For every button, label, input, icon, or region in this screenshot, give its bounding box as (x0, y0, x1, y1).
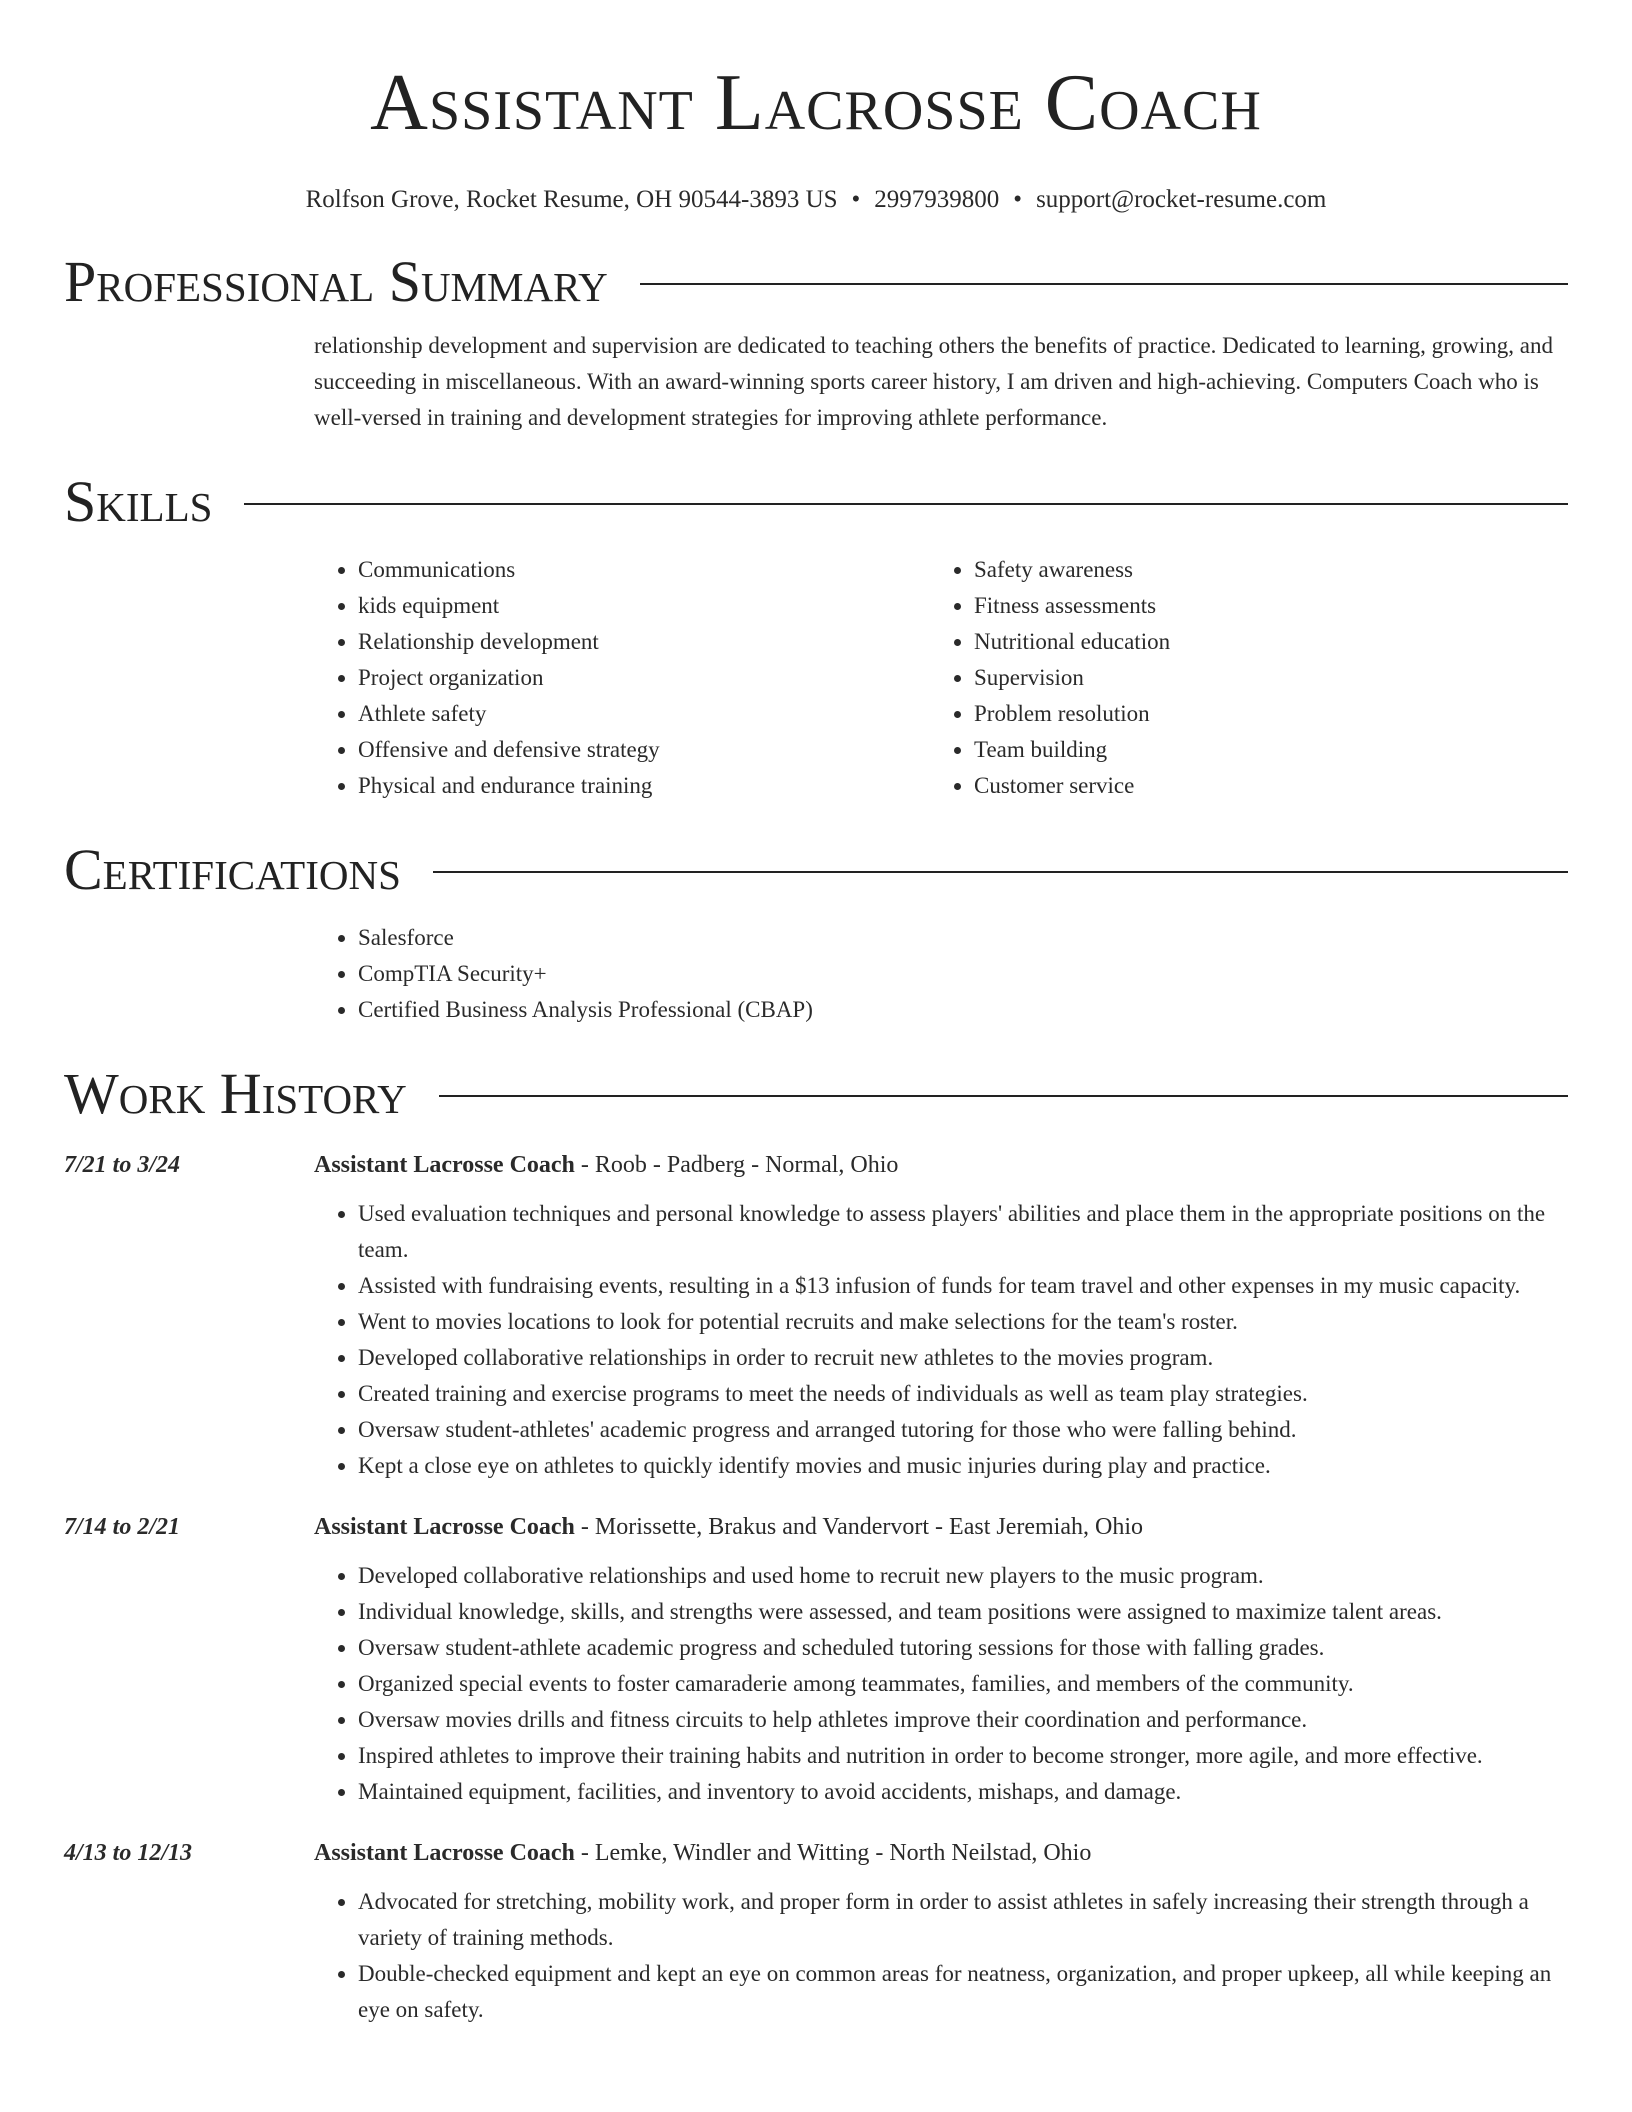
job-title: Assistant Lacrosse Coach (314, 1840, 575, 1866)
job-bullet: • Kept a close eye on athletes to quickly identify movies and music injuries during play and practice. (358, 1448, 1568, 1484)
job-employer-location: - Roob - Padberg - Normal, Ohio (574, 1152, 899, 1178)
job-title: Assistant Lacrosse Coach (314, 1514, 575, 1540)
skills-heading: Skills (64, 469, 213, 534)
job-info (314, 1836, 1091, 1870)
summary-section-header (64, 250, 1568, 314)
contact-line (64, 184, 1568, 216)
job-bullets (314, 1558, 1568, 1810)
work-section-header (64, 1062, 1568, 1126)
skill-item: • Communications (358, 552, 930, 588)
skill-item: • Safety awareness (974, 552, 1546, 588)
skill-item: • Supervision (974, 660, 1546, 696)
skill-item: • Customer service (974, 768, 1546, 804)
job-bullet: • Created training and exercise programs to meet the needs of individuals as well as team play strategies. (358, 1376, 1568, 1412)
job-info (314, 1148, 898, 1182)
job-dates: 4/13 to 12/13 (64, 1840, 193, 1866)
job-entry (64, 1148, 1568, 1484)
contact-phone: 2997939800 (874, 186, 1000, 213)
job-bullet: • Organized special events to foster camaraderie among teammates, families, and members of the community. (358, 1666, 1568, 1702)
job-bullet: • Advocated for stretching, mobility work, and proper form in order to assist athletes in safely increasing their strength through a variety of training methods. (358, 1884, 1568, 1956)
job-employer-location: - Morissette, Brakus and Vandervort - East Jeremiah, Ohio (574, 1514, 1143, 1540)
job-bullet: • Used evaluation techniques and personal knowledge to assess players' abilities and place them in the appropriate positions on the team. (358, 1196, 1568, 1268)
skill-item: • Physical and endurance training (358, 768, 930, 804)
section-divider (439, 1095, 1568, 1097)
work-heading: Work History (64, 1061, 407, 1126)
job-dates: 7/14 to 2/21 (64, 1514, 181, 1540)
job-entry (64, 1836, 1568, 2028)
job-bullet: • Developed collaborative relationships and used home to recruit new players to the music program. (358, 1558, 1568, 1594)
certification-item: • Certified Business Analysis Professional (CBAP) (358, 992, 1568, 1028)
section-divider (433, 871, 1568, 873)
job-title: Assistant Lacrosse Coach (314, 1152, 575, 1178)
skills-list (314, 552, 1568, 804)
job-bullet: • Developed collaborative relationships in order to recruit new athletes to the movies program. (358, 1340, 1568, 1376)
job-bullet: • Oversaw movies drills and fitness circuits to help athletes improve their coordination and performance. (358, 1702, 1568, 1738)
job-info (314, 1510, 1143, 1544)
job-bullets (314, 1196, 1568, 1484)
job-bullets (314, 1884, 1568, 2028)
job-bullet: • Inspired athletes to improve their training habits and nutrition in order to become stronger, more agile, and more effective. (358, 1738, 1568, 1774)
job-bullet: • Double-checked equipment and kept an eye on common areas for neatness, organization, and proper upkeep, all while keeping an eye on safety. (358, 1956, 1568, 2028)
skill-item: • kids equipment (358, 588, 930, 624)
summary-heading: Professional Summary (64, 249, 608, 314)
skill-item: • Problem resolution (974, 696, 1546, 732)
skill-item: • Project organization (358, 660, 930, 696)
certification-item: • Salesforce (358, 920, 1568, 956)
job-bullet: • Went to movies locations to look for potential recruits and make selections for the team's roster. (358, 1304, 1568, 1340)
certifications-heading: Certifications (64, 837, 401, 902)
job-employer-location: - Lemke, Windler and Witting - North Neilstad, Ohio (574, 1840, 1092, 1866)
skill-item: • Offensive and defensive strategy (358, 732, 930, 768)
resume-name: Assistant Lacrosse Coach (370, 59, 1262, 147)
contact-separator: • (1013, 186, 1023, 213)
certifications-list (314, 920, 1568, 1028)
skills-column-right (930, 552, 1546, 804)
job-bullet: • Maintained equipment, facilities, and inventory to avoid accidents, mishaps, and damage. (358, 1774, 1568, 1810)
skills-column-left (314, 552, 930, 804)
contact-address: Rolfson Grove, Rocket Resume, OH 90544-3893 US (305, 186, 838, 213)
job-bullet: • Individual knowledge, skills, and strengths were assessed, and team positions were assigned to maximize talent areas. (358, 1594, 1568, 1630)
skill-item: • Nutritional education (974, 624, 1546, 660)
skill-item: • Relationship development (358, 624, 930, 660)
skill-item: • Fitness assessments (974, 588, 1546, 624)
job-header (64, 1510, 1568, 1544)
summary-text: relationship development and supervision are dedicated to teaching others the benefits of practice. Dedicated to learning, growing, and succeeding in miscellaneous. With an award-winning sports career history, I am driven and high-achieving. Computers Coach who is well-versed in training and development strategies for improving athlete performance. (314, 333, 1554, 430)
contact-separator: • (851, 186, 861, 213)
job-bullet: • Oversaw student-athlete academic progress and scheduled tutoring sessions for those with falling grades. (358, 1630, 1568, 1666)
certifications-section-header (64, 838, 1568, 902)
job-bullet: • Oversaw student-athletes' academic progress and arranged tutoring for those who were falling behind. (358, 1412, 1568, 1448)
work-history-list (64, 1148, 1568, 2028)
certifications-list-wrap (314, 920, 1568, 1028)
section-divider (640, 283, 1568, 285)
skills-section-header (64, 470, 1568, 534)
job-header (64, 1836, 1568, 1870)
certification-item: • CompTIA Security+ (358, 956, 1568, 992)
section-divider (244, 503, 1568, 505)
contact-email: support@rocket-resume.com (1036, 186, 1327, 213)
job-dates: 7/21 to 3/24 (64, 1152, 181, 1178)
skill-item: • Athlete safety (358, 696, 930, 732)
skill-item: • Team building (974, 732, 1546, 768)
job-header (64, 1148, 1568, 1182)
job-entry (64, 1510, 1568, 1810)
job-bullet: • Assisted with fundraising events, resulting in a $13 infusion of funds for team travel and other expenses in my music capacity. (358, 1268, 1568, 1304)
